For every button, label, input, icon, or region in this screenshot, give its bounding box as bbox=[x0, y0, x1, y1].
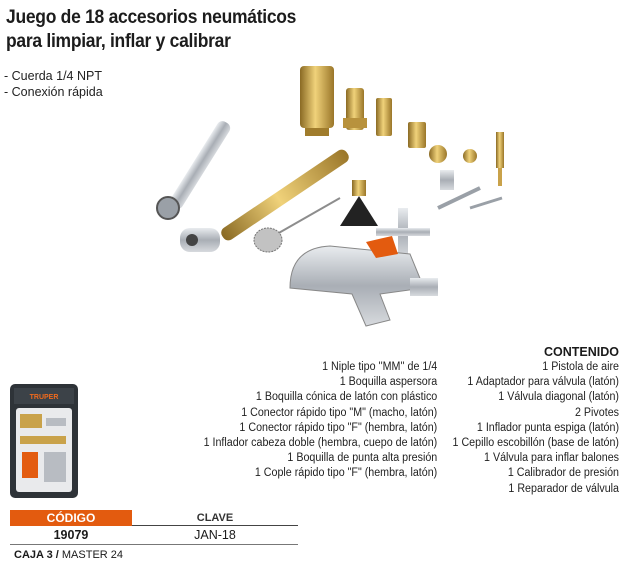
feature-item: - Conexión rápida bbox=[4, 84, 103, 100]
list-item: 1 Cople rápido tipo "F" (hembra, latón) bbox=[254, 467, 437, 480]
page-title bbox=[6, 6, 296, 54]
list-item: 1 Boquilla aspersora bbox=[339, 376, 437, 389]
list-item: 1 Boquilla de punta alta presión bbox=[287, 452, 437, 465]
list-item: 1 Reparador de válvula bbox=[508, 482, 619, 495]
list-item: 1 Conector rápido tipo "F" (hembra, latón) bbox=[239, 421, 437, 434]
code-value: 19079 bbox=[53, 528, 89, 542]
feature-list bbox=[4, 68, 103, 100]
valve-adapter bbox=[408, 122, 426, 148]
ball-needle bbox=[438, 188, 502, 208]
high-pressure-tip bbox=[463, 149, 477, 163]
package-logo: TRUPER bbox=[29, 394, 59, 401]
nipple-mm bbox=[376, 98, 392, 136]
code-header: CÓDIGO bbox=[10, 510, 132, 526]
list-item: 1 Calibrador de presión bbox=[507, 467, 619, 480]
conical-nozzle bbox=[340, 180, 378, 226]
master-label: MASTER 24 bbox=[61, 549, 124, 561]
list-item: 1 Niple tipo ''MM'' de 1/4 bbox=[321, 361, 437, 373]
quick-coupler bbox=[300, 66, 334, 136]
air-gun bbox=[290, 236, 438, 326]
title-line-2: para limpiar, inflar y calibrar bbox=[6, 31, 231, 52]
key-value: JAN-18 bbox=[194, 528, 236, 542]
list-item: 1 Inflador punta espiga (latón) bbox=[476, 421, 619, 434]
list-item: 1 Pistola de aire bbox=[542, 361, 619, 373]
title-line-1: Juego de 18 accesorios neumáticos bbox=[6, 7, 297, 28]
pressure-gauge bbox=[157, 119, 232, 219]
list-item: 1 Adaptador para válvula (latón) bbox=[467, 376, 619, 389]
key-header: CLAVE bbox=[132, 510, 298, 526]
packaging-info bbox=[14, 548, 123, 562]
diagonal-valve bbox=[429, 145, 447, 163]
product-photo bbox=[140, 58, 630, 348]
male-connector bbox=[343, 88, 367, 130]
list-item: 1 Inflador cabeza doble (hembra, cuepo de latón) bbox=[203, 437, 437, 450]
contents-list-left bbox=[186, 360, 437, 482]
box-label: CAJA 3 / bbox=[14, 549, 59, 561]
code-table bbox=[10, 510, 298, 545]
list-item: 1 Válvula para inflar balones bbox=[484, 452, 619, 465]
valve-stem bbox=[440, 170, 454, 190]
list-item: 1 Cepillo escobillón (base de latón) bbox=[452, 437, 619, 450]
contents-title: CONTENIDO bbox=[544, 345, 619, 359]
list-item: 1 Boquilla cónica de latón con plástico bbox=[255, 391, 437, 404]
contents-list-right bbox=[440, 360, 619, 497]
spike-inflator bbox=[496, 132, 504, 186]
feature-item: - Cuerda 1/4 NPT bbox=[4, 68, 103, 84]
package-photo bbox=[8, 382, 80, 500]
list-item: 2 Pivotes bbox=[574, 406, 619, 419]
list-item: 1 Válvula diagonal (latón) bbox=[498, 391, 619, 404]
list-item: 1 Conector rápido tipo "M" (macho, latón) bbox=[240, 406, 437, 419]
